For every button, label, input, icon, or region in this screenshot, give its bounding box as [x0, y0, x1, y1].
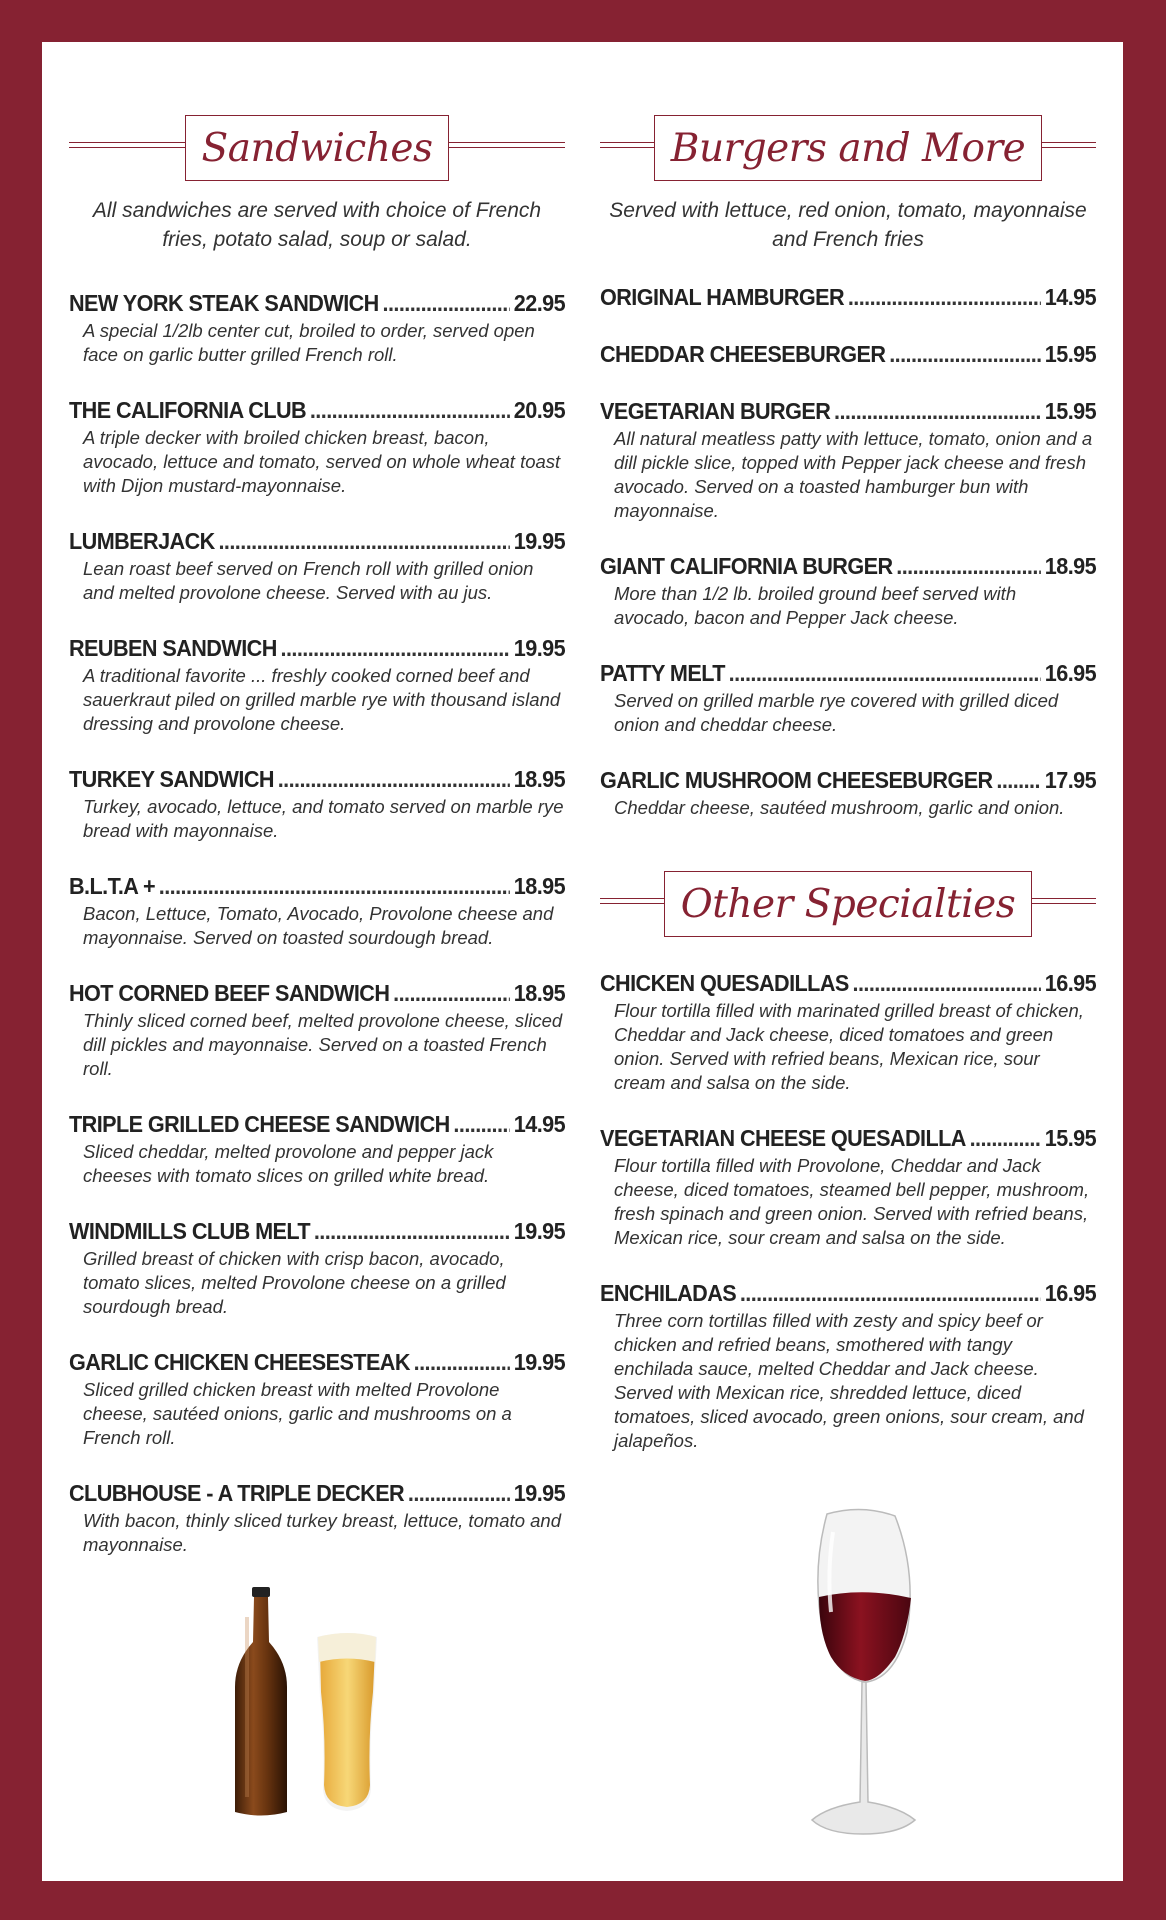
menu-item — [600, 970, 1096, 1095]
menu-item-line — [69, 1349, 565, 1376]
menu-item — [69, 528, 565, 605]
dot-leader — [218, 528, 510, 555]
menu-item-description: With bacon, thinly sliced turkey breast, lettuce, tomato and mayonnaise. — [83, 1510, 561, 1555]
burgers-title-box — [654, 115, 1042, 181]
menu-page — [42, 42, 1123, 1881]
dot-leader — [853, 970, 1042, 997]
dot-leader — [408, 1480, 510, 1507]
menu-item-price: 18.95 — [1044, 553, 1097, 579]
menu-item-line — [69, 1111, 565, 1138]
menu-item-name: LUMBERJACK — [69, 528, 215, 554]
dot-leader — [314, 1218, 510, 1245]
menu-item-description: Cheddar cheese, sautéed mushroom, garlic and onion. — [614, 797, 1065, 818]
burgers-title: Burgers and More — [670, 125, 1026, 171]
menu-item-price: 15.95 — [1044, 398, 1097, 424]
dot-leader — [848, 284, 1041, 311]
dot-leader — [393, 980, 510, 1007]
menu-item-price: 17.95 — [1044, 767, 1097, 793]
menu-item-name: THE CALIFORNIA CLUB — [69, 397, 307, 423]
menu-item-name: CHEDDAR CHEESEBURGER — [600, 341, 886, 367]
menu-item-price: 16.95 — [1044, 970, 1097, 996]
menu-item-description: Three corn tortillas filled with zesty and spicy beef or chicken and refried beans, smothered with tangy enchilada sauce, melted Cheddar and Jack cheese. Served with Mexican rice, shredded lettuce, diced tomatoes, sliced avocado, green onions, sour cream, and jalapeños. — [614, 1310, 1084, 1451]
menu-item-price: 20.95 — [513, 397, 566, 423]
menu-item-line — [69, 980, 565, 1007]
sandwiches-intro: All sandwiches are served with choice of French fries, potato salad, soup or salad. — [92, 199, 542, 251]
menu-item — [69, 1218, 565, 1319]
dot-leader — [896, 553, 1041, 580]
menu-item-name: ENCHILADAS — [600, 1280, 737, 1306]
menu-item — [600, 553, 1096, 630]
menu-item-name: GARLIC MUSHROOM CHEESEBURGER — [600, 767, 993, 793]
menu-item-name: CLUBHOUSE - A TRIPLE DECKER — [69, 1480, 405, 1506]
menu-item — [69, 290, 565, 367]
menu-item-description: Sliced grilled chicken breast with melted Provolone cheese, sautéed onions, garlic and mushrooms on a French roll. — [83, 1379, 512, 1448]
menu-item-name: GIANT CALIFORNIA BURGER — [600, 553, 893, 579]
dot-leader — [740, 1280, 1041, 1307]
menu-item-line — [600, 1280, 1096, 1307]
menu-item-description: Lean roast beef served on French roll with grilled onion and melted provolone cheese. Served with au jus. — [83, 558, 534, 603]
menu-item-price: 16.95 — [1044, 660, 1097, 686]
menu-item — [69, 873, 565, 950]
menu-item — [69, 397, 565, 498]
menu-item-line — [69, 1218, 565, 1245]
specialties-title-box — [664, 871, 1032, 937]
menu-item-description: Turkey, avocado, lettuce, and tomato served on marble rye bread with mayonnaise. — [83, 796, 564, 841]
menu-item — [600, 284, 1096, 311]
menu-item-description: Flour tortilla filled with marinated grilled breast of chicken, Cheddar and Jack cheese, diced tomatoes and green onion. Served with refried beans, Mexican rice, sour cream and salsa on the side. — [614, 1000, 1084, 1093]
sandwiches-header — [69, 112, 565, 184]
menu-item-line — [600, 767, 1096, 794]
menu-item-price: 19.95 — [513, 635, 566, 661]
menu-item-price: 19.95 — [513, 1218, 566, 1244]
sandwiches-list — [69, 290, 565, 1557]
menu-item — [600, 1125, 1096, 1250]
menu-item-line — [600, 1125, 1096, 1152]
menu-item-price: 15.95 — [1044, 1125, 1097, 1151]
dot-leader — [729, 660, 1041, 687]
specialties-list — [600, 970, 1096, 1453]
sandwiches-column — [69, 112, 565, 1557]
dot-leader — [281, 635, 511, 662]
menu-item-price: 19.95 — [513, 1349, 566, 1375]
burgers-intro: Served with lettuce, red onion, tomato, mayonnaise and French fries — [609, 199, 1087, 251]
menu-item-price: 19.95 — [513, 1480, 566, 1506]
menu-item-description: More than 1/2 lb. broiled ground beef served with avocado, bacon and Pepper Jack cheese. — [614, 583, 1017, 628]
menu-item-description: A triple decker with broiled chicken breast, bacon, avocado, lettuce and tomato, served on whole wheat toast with Dijon mustard-mayonnaise. — [83, 427, 561, 496]
menu-item-description: A traditional favorite ... freshly cooked corned beef and sauerkraut piled on grilled marble rye with thousand island dressing and provolone cheese. — [83, 665, 561, 734]
menu-item-price: 19.95 — [513, 528, 566, 554]
menu-item-price: 18.95 — [513, 873, 566, 899]
dot-leader — [453, 1111, 510, 1138]
menu-item — [600, 660, 1096, 737]
dot-leader — [889, 341, 1041, 368]
menu-item-line — [69, 635, 565, 662]
dot-leader — [310, 397, 510, 424]
menu-item-description: All natural meatless patty with lettuce, tomato, onion and a dill pickle slice, topped with Pepper jack cheese and fresh avocado. Served on a toasted hamburger bun with mayonnaise. — [614, 428, 1093, 521]
beer-bottle-icon — [235, 1587, 287, 1816]
menu-item-description: Sliced cheddar, melted provolone and pepper jack cheeses with tomato slices on grilled white bread. — [83, 1141, 494, 1186]
menu-item — [69, 1349, 565, 1450]
sandwiches-title: Sandwiches — [201, 125, 433, 171]
beer-bottle-and-glass-image — [217, 1587, 437, 1817]
menu-item-name: REUBEN SANDWICH — [69, 635, 277, 661]
menu-item-name: VEGETARIAN CHEESE QUESADILLA — [600, 1125, 966, 1151]
specialties-header — [600, 868, 1096, 940]
dot-leader — [383, 290, 511, 317]
menu-item — [600, 398, 1096, 523]
menu-item-description: Served on grilled marble rye covered with grilled diced onion and cheddar cheese. — [614, 690, 1059, 735]
menu-item-description: Grilled breast of chicken with crisp bacon, avocado, tomato slices, melted Provolone cheese on a grilled sourdough bread. — [83, 1248, 506, 1317]
menu-item-line — [600, 660, 1096, 687]
menu-item-price: 22.95 — [513, 290, 566, 316]
menu-item-line — [69, 873, 565, 900]
dot-leader — [278, 766, 510, 793]
menu-item — [600, 341, 1096, 368]
menu-item-price: 16.95 — [1044, 1280, 1097, 1306]
burgers-column — [600, 112, 1096, 1453]
menu-item-name: GARLIC CHICKEN CHEESESTEAK — [69, 1349, 410, 1375]
menu-item-line — [69, 397, 565, 424]
menu-item-name: WINDMILLS CLUB MELT — [69, 1218, 311, 1244]
menu-item-name: TURKEY SANDWICH — [69, 766, 274, 792]
burgers-list — [600, 284, 1096, 820]
menu-item-line — [69, 290, 565, 317]
menu-item — [69, 980, 565, 1081]
burgers-header — [600, 112, 1096, 184]
menu-item-price: 15.95 — [1044, 341, 1097, 367]
menu-item-name: CHICKEN QUESADILLAS — [600, 970, 849, 996]
menu-item — [69, 1111, 565, 1188]
menu-item-name: B.L.T.A + — [69, 873, 156, 899]
menu-item — [69, 766, 565, 843]
menu-item — [69, 1480, 565, 1557]
menu-item-price: 14.95 — [513, 1111, 566, 1137]
menu-item-line — [600, 398, 1096, 425]
menu-item-line — [600, 284, 1096, 311]
specialties-title: Other Specialties — [680, 881, 1016, 927]
menu-item-line — [69, 528, 565, 555]
menu-item-line — [600, 341, 1096, 368]
menu-item — [600, 767, 1096, 820]
dot-leader — [996, 767, 1041, 794]
menu-item-line — [600, 553, 1096, 580]
menu-item-line — [600, 970, 1096, 997]
wine-glass-icon — [812, 1509, 915, 1834]
menu-item-name: NEW YORK STEAK SANDWICH — [69, 290, 379, 316]
menu-item-price: 18.95 — [513, 766, 566, 792]
menu-item-description: Thinly sliced corned beef, melted provolone cheese, sliced dill pickles and mayonnaise. Served on a toasted French roll. — [83, 1010, 563, 1079]
menu-item-name: TRIPLE GRILLED CHEESE SANDWICH — [69, 1111, 450, 1137]
menu-item-description: Bacon, Lettuce, Tomato, Avocado, Provolone cheese and mayonnaise. Served on toasted sourdough bread. — [83, 903, 554, 948]
menu-item — [69, 635, 565, 736]
dot-leader — [834, 398, 1041, 425]
menu-item-description: A special 1/2lb center cut, broiled to order, served open face on garlic butter grilled French roll. — [83, 320, 535, 365]
menu-item-name: HOT CORNED BEEF SANDWICH — [69, 980, 390, 1006]
red-wine-glass-image — [767, 1502, 957, 1842]
menu-item-price: 14.95 — [1044, 284, 1097, 310]
menu-item-line — [69, 766, 565, 793]
dot-leader — [970, 1125, 1041, 1152]
beer-glass-icon — [317, 1633, 377, 1811]
menu-item-description: Flour tortilla filled with Provolone, Cheddar and Jack cheese, diced tomatoes, steamed bell pepper, mushroom, fresh spinach and green onion. Served with refried beans, Mexican rice, sour cream and salsa on the side. — [614, 1155, 1090, 1248]
menu-item-name: PATTY MELT — [600, 660, 725, 686]
sandwiches-title-box — [185, 115, 450, 181]
menu-item-price: 18.95 — [513, 980, 566, 1006]
menu-item-line — [69, 1480, 565, 1507]
menu-item — [600, 1280, 1096, 1453]
dot-leader — [414, 1349, 510, 1376]
menu-item-name: VEGETARIAN BURGER — [600, 398, 831, 424]
menu-item-name: ORIGINAL HAMBURGER — [600, 284, 845, 310]
dot-leader — [159, 873, 510, 900]
